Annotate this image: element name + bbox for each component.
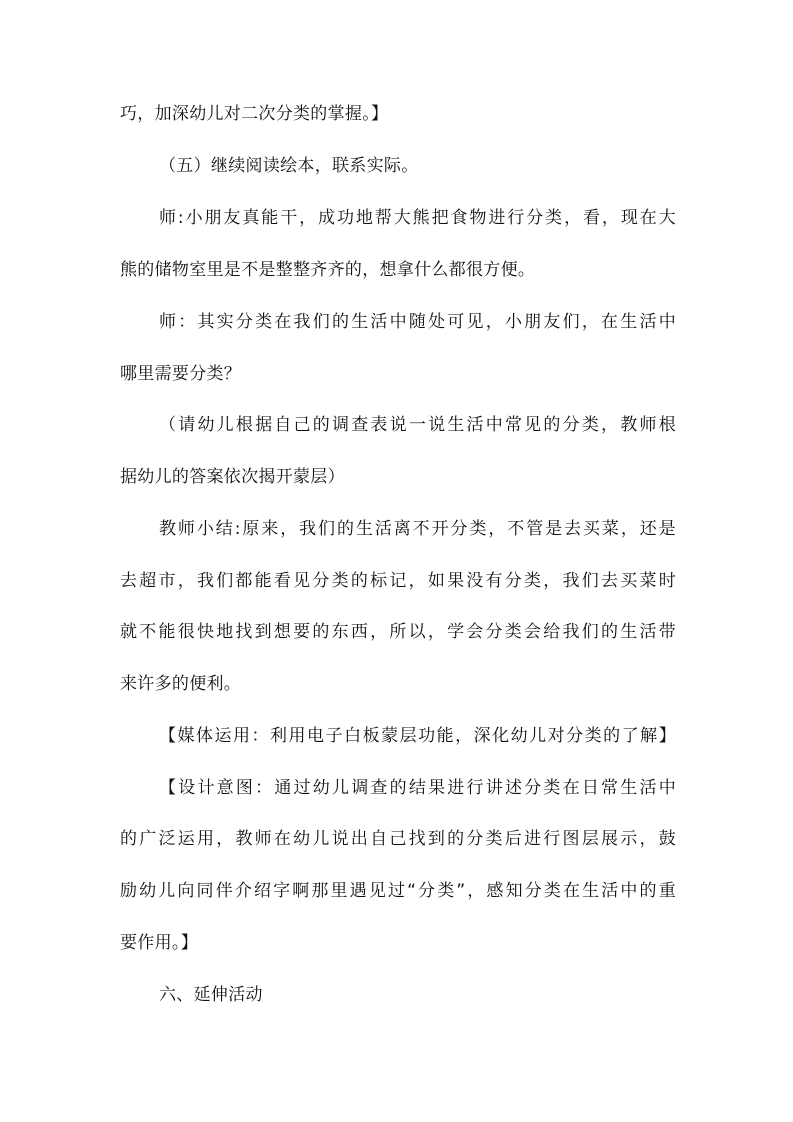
text-line: 哪里需要分类？ xyxy=(120,364,242,384)
text-line: 就不能很快地找到想要的东西，所以，学会分类会给我们的生活带 xyxy=(120,622,676,642)
section-heading: 六、延伸活动 xyxy=(159,985,263,1005)
text-line: 要作用。】 xyxy=(120,933,198,953)
design-intent-note: 【设计意图：通过幼儿调查的结果进行讲述分类在日常生活中 xyxy=(159,778,676,798)
text-line: 教师小结:原来，我们的生活离不开分类，不管是去买菜，还是 xyxy=(159,519,676,539)
text-line: （请幼儿根据自己的调查表说一说生活中常见的分类，教师根 xyxy=(159,415,676,435)
text-line: 师:小朋友真能干，成功地帮大熊把食物进行分类，看，现在大 xyxy=(159,208,676,228)
text-line: 巧，加深幼儿对二次分类的掌握。】 xyxy=(120,104,389,124)
section-heading: （五）继续阅读绘本，联系实际。 xyxy=(159,156,419,176)
text-line: 据幼儿的答案依次揭开蒙层） xyxy=(120,467,345,487)
text-line: 的广泛运用，教师在幼儿说出自己找到的分类后进行图层展示，鼓 xyxy=(120,829,676,849)
text-line: 师：其实分类在我们的生活中随处可见，小朋友们，在生活中 xyxy=(159,312,676,332)
text-line: 来许多的便利。 xyxy=(120,674,242,694)
text-line: 熊的储物室里是不是整整齐齐的，想拿什么都很方便。 xyxy=(120,260,536,280)
text-line: 励幼儿向同伴介绍字啊那里遇见过“分类”，感知分类在生活中的重 xyxy=(120,881,676,901)
text-line: 去超市，我们都能看见分类的标记，如果没有分类，我们去买菜时 xyxy=(120,571,676,591)
media-note: 【媒体运用：利用电子白板蒙层功能，深化幼儿对分类的了解】 xyxy=(159,726,676,746)
